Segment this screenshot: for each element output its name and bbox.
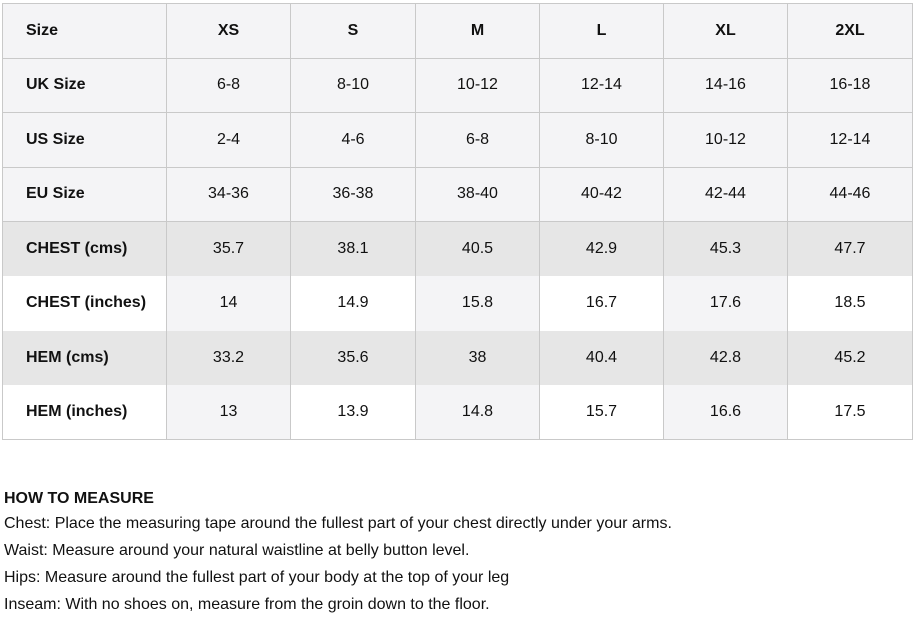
table-cell: 14-16	[664, 58, 788, 113]
table-cell: 10-12	[664, 113, 788, 168]
table-cell: 12-14	[788, 113, 913, 168]
table-cell: 8-10	[291, 58, 416, 113]
chest-cms-row	[3, 222, 913, 277]
table-cell: 38	[416, 331, 540, 386]
size-header-row	[3, 4, 913, 59]
chest-inches-row	[3, 276, 913, 331]
table-cell: 16.6	[664, 385, 788, 440]
waist-instruction: Waist: Measure around your natural waistline at belly button level.	[4, 542, 470, 559]
table-cell: 40.5	[416, 222, 540, 277]
table-cell: 2-4	[167, 113, 291, 168]
inseam-instruction: Inseam: With no shoes on, measure from the groin down to the floor.	[4, 596, 490, 613]
size-header-xl: XL	[664, 4, 788, 59]
table-cell: 45.3	[664, 222, 788, 277]
table-cell: 40.4	[540, 331, 664, 386]
table-cell: 35.6	[291, 331, 416, 386]
table-cell: 15.7	[540, 385, 664, 440]
size-header-m: M	[416, 4, 540, 59]
chest-instruction: Chest: Place the measuring tape around the fullest part of your chest directly under your arms.	[4, 515, 672, 532]
table-cell: 42.8	[664, 331, 788, 386]
table-cell: 6-8	[416, 113, 540, 168]
table-cell: 36-38	[291, 167, 416, 222]
size-header-2xl: 2XL	[788, 4, 913, 59]
size-header-s: S	[291, 4, 416, 59]
table-cell: 40-42	[540, 167, 664, 222]
size-header-l: L	[540, 4, 664, 59]
table-cell: 42-44	[664, 167, 788, 222]
eu-size-row	[3, 167, 913, 222]
size-header-label: Size	[3, 4, 167, 59]
table-cell: 15.8	[416, 276, 540, 331]
table-cell: 16-18	[788, 58, 913, 113]
table-cell: 44-46	[788, 167, 913, 222]
table-cell: 17.6	[664, 276, 788, 331]
row-label: CHEST (inches)	[3, 276, 167, 331]
table-cell: 47.7	[788, 222, 913, 277]
hem-cms-row	[3, 331, 913, 386]
how-to-measure-title: HOW TO MEASURE	[4, 490, 154, 507]
table-cell: 34-36	[167, 167, 291, 222]
table-cell: 10-12	[416, 58, 540, 113]
table-cell: 35.7	[167, 222, 291, 277]
table-cell: 45.2	[788, 331, 913, 386]
us-size-row	[3, 113, 913, 168]
table-cell: 17.5	[788, 385, 913, 440]
table-cell: 42.9	[540, 222, 664, 277]
hips-instruction: Hips: Measure around the fullest part of your body at the top of your leg	[4, 569, 510, 586]
table-cell: 8-10	[540, 113, 664, 168]
table-cell: 14	[167, 276, 291, 331]
row-label: US Size	[3, 113, 167, 168]
size-header-xs: XS	[167, 4, 291, 59]
table-cell: 14.8	[416, 385, 540, 440]
table-cell: 16.7	[540, 276, 664, 331]
table-cell: 12-14	[540, 58, 664, 113]
uk-size-row	[3, 58, 913, 113]
row-label: CHEST (cms)	[3, 222, 167, 277]
table-cell: 4-6	[291, 113, 416, 168]
hem-inches-row	[3, 385, 913, 440]
table-cell: 18.5	[788, 276, 913, 331]
table-cell: 14.9	[291, 276, 416, 331]
table-cell: 13.9	[291, 385, 416, 440]
table-cell: 13	[167, 385, 291, 440]
table-cell: 33.2	[167, 331, 291, 386]
size-chart-table	[2, 3, 913, 440]
row-label: UK Size	[3, 58, 167, 113]
row-label: EU Size	[3, 167, 167, 222]
row-label: HEM (cms)	[3, 331, 167, 386]
table-cell: 38.1	[291, 222, 416, 277]
row-label: HEM (inches)	[3, 385, 167, 440]
table-cell: 38-40	[416, 167, 540, 222]
table-cell: 6-8	[167, 58, 291, 113]
how-to-measure-section	[4, 488, 904, 618]
